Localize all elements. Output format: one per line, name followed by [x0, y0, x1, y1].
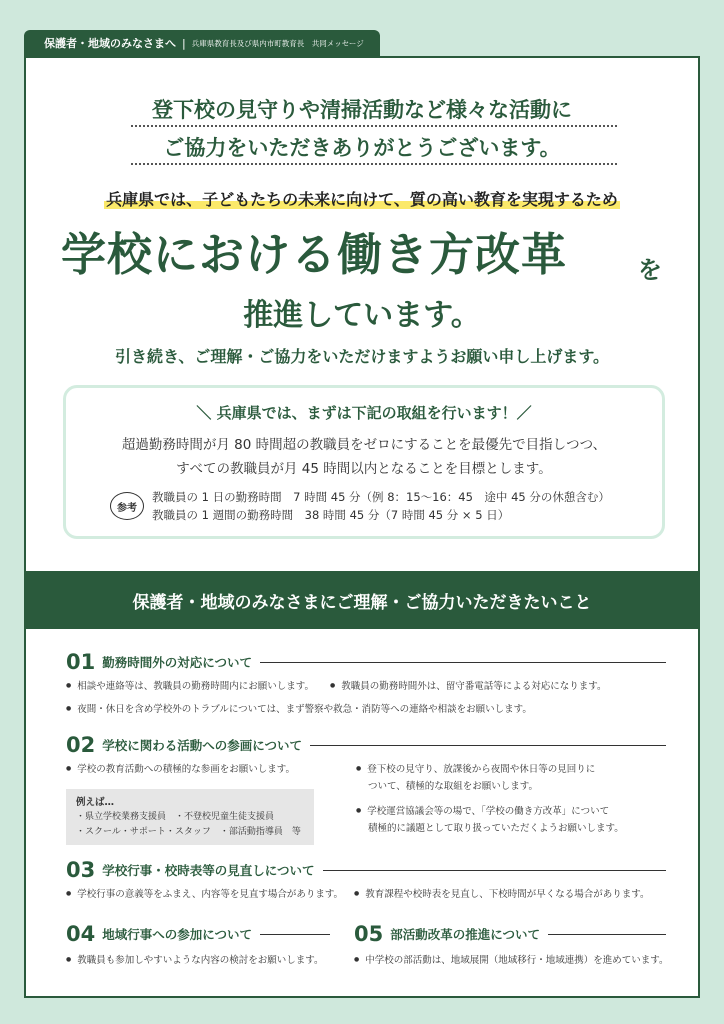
section-02-header — [66, 733, 666, 757]
reference-badge: 参考 — [110, 492, 144, 520]
thanks-headline-line2: ご協力をいただきありがとうございます。 — [163, 136, 561, 160]
lead-highlight: 兵庫県では、子どもたちの未来に向けて、質の高い教育を実現するため — [106, 190, 618, 209]
section-rule — [260, 934, 330, 935]
reference-weekly-hours: 教職員の 1 週間の勤務時間 38 時間 45 分（7 時間 45 分 × 5 日） — [152, 508, 510, 522]
list-item: ● 教職員も参加しやすいような内容の検討をお願いします。 — [66, 952, 324, 969]
header-tab — [24, 30, 380, 56]
section-01-header — [66, 650, 666, 674]
request-section-band: 保護者・地域のみなさまにご理解・ご協力いただきたいこと — [26, 571, 698, 629]
section-rule — [548, 934, 666, 935]
list-item-continuation: ついて、積極的な取組をお願いします。 — [368, 781, 539, 792]
thanks-headline-line1: 登下校の見守りや清掃活動など様々な活動に — [152, 98, 572, 122]
initiative-goal-line2: すべての教職員が月 45 時間以内となることを目標とします。 — [176, 461, 552, 477]
dotted-divider — [131, 163, 617, 165]
example-box — [66, 789, 314, 845]
section-04-header — [66, 922, 330, 946]
list-item: ● 教職員の勤務時間外は、留守番電話等による対応になります。 — [330, 678, 607, 695]
initiative-goal-line1: 超過勤務時間が月 80 時間超の教職員をゼロにすることを最優先で目指しつつ、 — [121, 437, 607, 453]
section-rule — [310, 745, 666, 746]
list-item: ● 登下校の見守り、放課後から夜間や休日等の見回りに — [356, 761, 595, 778]
section-rule — [323, 870, 667, 871]
request-text: 引き続き、ご理解・ご協力をいただけますようお願い申し上げます。 — [114, 347, 610, 366]
section-title: 学校に関わる活動への参画について — [102, 738, 302, 753]
section-05-header — [354, 922, 666, 946]
example-title: 例えば… — [76, 797, 115, 808]
list-item: ● 中学校の部活動は、地域展開（地域移行・地域連携）を進めています。 — [354, 952, 669, 969]
list-item: ● 学校の教育活動への積極的な参画をお願いします。 — [66, 761, 295, 778]
tab-issuer: 兵庫県教育長及び県内市町教育長 共同メッセージ — [191, 38, 364, 48]
section-number: 04 — [66, 922, 96, 946]
section-title: 部活動改革の推進について — [390, 927, 540, 942]
section-number: 01 — [66, 650, 96, 674]
section-number: 03 — [66, 858, 96, 882]
main-title: 学校における働き方改革 — [61, 228, 568, 281]
list-item: ● 教育課程や校時表を見直し、下校時間が早くなる場合があります。 — [354, 886, 650, 903]
dotted-divider — [131, 125, 617, 127]
tab-separator: | — [182, 36, 186, 50]
list-item: ● 夜間・休日を含め学校外のトラブルについては、まず警察や救急・消防等への連絡や相談をお願いします。 — [66, 701, 532, 718]
section-title: 地域行事への参加について — [102, 927, 252, 942]
example-line: ・スクール・サポート・スタッフ ・部活動指導員 等 — [76, 827, 301, 837]
flyer-sheet — [24, 56, 700, 998]
initiative-box — [63, 385, 665, 539]
main-title-particle: を — [638, 256, 662, 284]
lead-sentence — [26, 187, 698, 210]
section-title: 勤務時間外の対応について — [102, 655, 252, 670]
section-03-header — [66, 858, 666, 882]
main-subtitle: 推進しています。 — [243, 298, 481, 333]
tab-audience: 保護者・地域のみなさまへ — [44, 37, 176, 50]
section-title: 学校行事・校時表等の見直しについて — [102, 863, 315, 878]
section-number: 05 — [354, 922, 384, 946]
section-number: 02 — [66, 733, 96, 757]
initiative-box-title: ＼ 兵庫県では、まずは下記の取組を行います！／ — [196, 404, 532, 422]
section-rule — [260, 662, 666, 663]
example-line: ・県立学校業務支援員 ・不登校児童生徒支援員 — [76, 812, 275, 822]
list-item-continuation: 積極的に議題として取り扱っていただくようお願いします。 — [368, 823, 624, 834]
list-item: ● 学校行事の意義等をふまえ、内容等を見直す場合があります。 — [66, 886, 343, 903]
reference-daily-hours: 教職員の 1 日の勤務時間 7 時間 45 分（例 8：15～16：45 途中 45 分の休憩含む） — [152, 490, 610, 504]
list-item: ● 学校運営協議会等の場で、「学校の働き方改革」について — [356, 803, 609, 820]
list-item: ● 相談や連絡等は、教職員の勤務時間内にお願いします。 — [66, 678, 314, 695]
